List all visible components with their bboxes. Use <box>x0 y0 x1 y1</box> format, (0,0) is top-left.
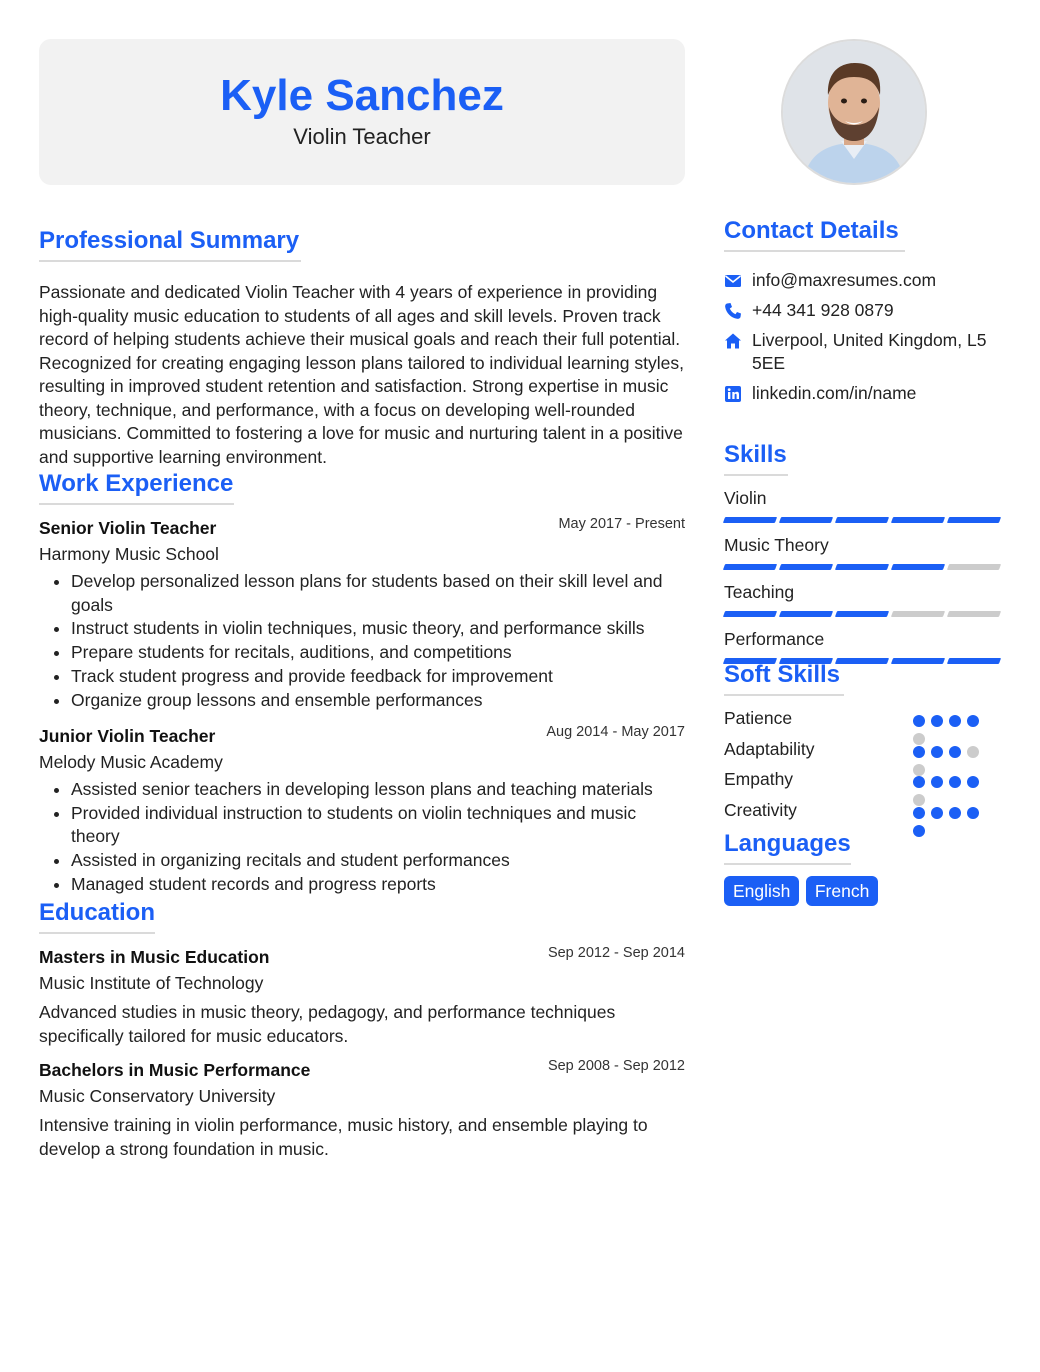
skill-level-segment <box>723 611 777 617</box>
rating-dot <box>967 746 979 758</box>
languages-list <box>724 876 1000 906</box>
job-date: Aug 2014 - May 2017 <box>546 724 685 740</box>
skill-item <box>724 487 1000 523</box>
contact-email[interactable] <box>724 269 1000 292</box>
job-bullet: • Prepare students for recitals, auditions, and competitions <box>71 641 685 665</box>
education-description: Advanced studies in music theory, pedagogy, and performance techniques specifically tailored for music educators. <box>39 1002 616 1046</box>
job-entry <box>39 726 685 897</box>
soft-skill-item <box>724 800 1000 831</box>
phone-icon <box>724 302 742 320</box>
soft-skills-heading: Soft Skills <box>724 660 844 696</box>
soft-skill-name: Patience <box>724 708 793 728</box>
rating-dot <box>949 715 961 727</box>
job-bullets <box>39 570 685 712</box>
rating-dot <box>967 776 979 788</box>
degree-title: Masters in Music Education <box>39 947 270 967</box>
job-entry <box>39 518 685 712</box>
skill-name: Performance <box>724 629 825 649</box>
skill-level-segment <box>779 517 833 523</box>
contact-phone[interactable] <box>724 299 1000 322</box>
education-entry <box>39 947 685 1048</box>
skills-list <box>724 487 1000 675</box>
language-badge: English <box>724 876 799 906</box>
candidate-name: Kyle Sanchez <box>220 71 504 120</box>
skill-name: Music Theory <box>724 535 829 555</box>
skill-level-segment <box>779 611 833 617</box>
skill-level-bar <box>724 611 1000 617</box>
school-name: Music Institute of Technology <box>39 973 264 993</box>
skills-heading: Skills <box>724 440 788 476</box>
contact-list <box>724 269 1000 412</box>
job-date: May 2017 - Present <box>558 516 685 532</box>
summary-heading: Professional Summary <box>39 226 301 262</box>
skill-name: Violin <box>724 488 767 508</box>
contact-address-text: Liverpool, United Kingdom, L5 5EE <box>752 330 987 373</box>
avatar-illustration <box>783 41 925 183</box>
education-date: Sep 2012 - Sep 2014 <box>547 945 685 961</box>
skill-level-bar <box>724 564 1000 570</box>
job-company: Melody Music Academy <box>39 752 223 772</box>
rating-dot <box>913 807 925 819</box>
education-entry <box>39 1060 685 1161</box>
rating-dot <box>931 807 943 819</box>
rating-dot <box>949 807 961 819</box>
job-bullet: • Track student progress and provide feedback for improvement <box>71 665 685 689</box>
contact-address <box>724 329 1000 375</box>
skill-level-segment <box>723 517 777 523</box>
soft-skill-item <box>724 769 1000 800</box>
profile-photo <box>781 39 927 185</box>
rating-dot <box>949 776 961 788</box>
contact-heading: Contact Details <box>724 216 905 252</box>
skill-level-segment <box>891 658 945 664</box>
envelope-icon <box>724 272 742 290</box>
skill-level-segment <box>835 564 889 570</box>
rating-dot <box>913 776 925 788</box>
header-card <box>39 39 685 185</box>
rating-dot <box>913 746 925 758</box>
skill-level-segment <box>947 564 1001 570</box>
soft-skills-list <box>724 708 1000 830</box>
job-bullet: • Instruct students in violin techniques, music theory, and performance skills <box>71 617 685 641</box>
skill-level-segment <box>947 611 1001 617</box>
languages-heading: Languages <box>724 829 851 865</box>
rating-dot <box>967 807 979 819</box>
job-bullet: • Provided individual instruction to students on violin techniques and music theory <box>71 802 685 849</box>
school-name: Music Conservatory University <box>39 1086 276 1106</box>
skill-level-segment <box>891 564 945 570</box>
skill-level-segment <box>947 517 1001 523</box>
contact-email-text: info@maxresumes.com <box>752 270 937 290</box>
skill-level-segment <box>723 564 777 570</box>
experience-heading: Work Experience <box>39 469 234 505</box>
skill-level-segment <box>891 611 945 617</box>
education-description: Intensive training in violin performance, music history, and ensemble playing to develop a strong foundation in music. <box>39 1115 648 1159</box>
skill-level-segment <box>947 658 1001 664</box>
soft-skill-rating <box>913 806 993 842</box>
skill-level-segment <box>779 564 833 570</box>
soft-skill-name: Empathy <box>724 769 794 789</box>
rating-dot <box>931 776 943 788</box>
skill-level-segment <box>835 611 889 617</box>
rating-dot <box>931 715 943 727</box>
skill-item <box>724 628 1000 664</box>
rating-dot <box>913 825 925 837</box>
contact-linkedin[interactable] <box>724 382 1000 405</box>
candidate-title: Violin Teacher <box>293 124 431 149</box>
job-bullet: • Organize group lessons and ensemble performances <box>71 689 685 713</box>
summary-text: Passionate and dedicated Violin Teacher with 4 years of experience in providing high-quality music education to students of all ages and skill levels. Proven track record of helping students achieve their musical goals and reach their full potential. Recognized for creating engaging lesson plans tailored to individual learning styles, resulting in improved student retention and satisfaction. Strong expertise in music theory, technique, and performance, with a focus on developing well-rounded musicians. Committed to fostering a love for music and nurturing talent in a positive and supportive learning environment. <box>39 282 684 467</box>
soft-skill-item <box>724 708 1000 739</box>
job-bullet: • Develop personalized lesson plans for students based on their skill level and goals <box>71 570 685 617</box>
contact-phone-text: +44 341 928 0879 <box>752 300 894 320</box>
job-bullet: • Assisted in organizing recitals and student performances <box>71 849 685 873</box>
job-company: Harmony Music School <box>39 544 219 564</box>
language-badge: French <box>806 876 878 906</box>
job-bullet: • Assisted senior teachers in developing lesson plans and teaching materials <box>71 778 685 802</box>
education-heading: Education <box>39 898 155 934</box>
job-title: Junior Violin Teacher <box>39 726 216 746</box>
skill-level-bar <box>724 517 1000 523</box>
linkedin-icon <box>724 385 742 403</box>
skill-name: Teaching <box>724 582 795 602</box>
rating-dot <box>931 746 943 758</box>
skill-item <box>724 581 1000 617</box>
home-icon <box>724 332 742 350</box>
rating-dot <box>913 715 925 727</box>
soft-skill-name: Adaptability <box>724 738 815 759</box>
degree-title: Bachelors in Music Performance <box>39 1060 311 1080</box>
soft-skill-name: Creativity <box>724 799 797 820</box>
skill-level-segment <box>835 517 889 523</box>
contact-linkedin-text: linkedin.com/in/name <box>752 383 917 403</box>
job-bullet: • Managed student records and progress reports <box>71 873 685 897</box>
soft-skill-item <box>724 739 1000 770</box>
education-date: Sep 2008 - Sep 2012 <box>547 1058 685 1074</box>
job-bullets <box>39 778 685 897</box>
skill-item <box>724 534 1000 570</box>
rating-dot <box>967 715 979 727</box>
skill-level-segment <box>891 517 945 523</box>
rating-dot <box>949 746 961 758</box>
job-title: Senior Violin Teacher <box>39 518 217 538</box>
